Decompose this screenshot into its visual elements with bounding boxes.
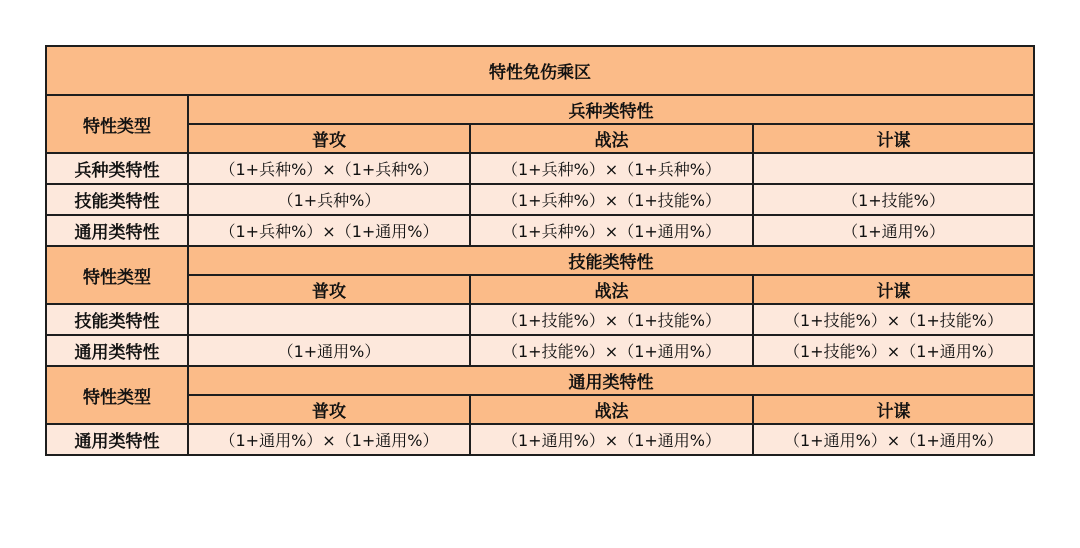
table-cell: （1+通用%）×（1+通用%） [754, 425, 1033, 454]
row-label: 技能类特性 [47, 305, 187, 334]
row-label: 兵种类特性 [47, 154, 187, 183]
table-row [47, 185, 1033, 214]
column-header-row [47, 276, 1033, 303]
table-cell: （1+通用%） [189, 336, 469, 365]
column-header-normal-attack: 普攻 [189, 396, 469, 423]
section-type-label: 特性类型 [47, 247, 187, 303]
table-cell: （1+兵种%）×（1+兵种%） [189, 154, 469, 183]
table-cell: （1+技能%） [754, 185, 1033, 214]
table-row [47, 154, 1033, 183]
table-cell: （1+通用%）×（1+通用%） [189, 425, 469, 454]
table-row [47, 305, 1033, 334]
table-cell: （1+技能%）×（1+技能%） [754, 305, 1033, 334]
column-header-row [47, 396, 1033, 423]
row-label: 技能类特性 [47, 185, 187, 214]
table-title: 特性免伤乘区 [47, 47, 1033, 94]
table-cell: （1+技能%）×（1+通用%） [754, 336, 1033, 365]
column-header-normal-attack: 普攻 [189, 125, 469, 152]
column-header-tactic: 战法 [471, 125, 752, 152]
table-cell [189, 305, 469, 334]
table-cell [754, 154, 1033, 183]
column-header-tactic: 战法 [471, 276, 752, 303]
column-header-tactic: 战法 [471, 396, 752, 423]
column-header-stratagem: 计谋 [754, 396, 1033, 423]
section-group-title: 通用类特性 [189, 367, 1033, 394]
section-header-row [47, 96, 1033, 123]
row-label: 通用类特性 [47, 336, 187, 365]
row-label: 通用类特性 [47, 216, 187, 245]
table-cell: （1+兵种%）×（1+通用%） [471, 216, 752, 245]
table-cell: （1+兵种%）×（1+兵种%） [471, 154, 752, 183]
section-type-label: 特性类型 [47, 96, 187, 152]
table-row [47, 336, 1033, 365]
column-header-stratagem: 计谋 [754, 125, 1033, 152]
table-cell: （1+通用%） [754, 216, 1033, 245]
table-title-row [47, 47, 1033, 94]
table-cell: （1+技能%）×（1+技能%） [471, 305, 752, 334]
column-header-stratagem: 计谋 [754, 276, 1033, 303]
section-group-title: 技能类特性 [189, 247, 1033, 274]
table-row [47, 425, 1033, 454]
table-cell: （1+兵种%）×（1+技能%） [471, 185, 752, 214]
column-header-row [47, 125, 1033, 152]
section-header-row [47, 367, 1033, 394]
table-cell: （1+兵种%）×（1+通用%） [189, 216, 469, 245]
row-label: 通用类特性 [47, 425, 187, 454]
table-cell: （1+通用%）×（1+通用%） [471, 425, 752, 454]
table-row [47, 216, 1033, 245]
section-type-label: 特性类型 [47, 367, 187, 423]
damage-reduction-table-container [45, 45, 1033, 456]
table-cell: （1+兵种%） [189, 185, 469, 214]
table-cell: （1+技能%）×（1+通用%） [471, 336, 752, 365]
section-group-title: 兵种类特性 [189, 96, 1033, 123]
damage-reduction-table [45, 45, 1035, 456]
column-header-normal-attack: 普攻 [189, 276, 469, 303]
section-header-row [47, 247, 1033, 274]
